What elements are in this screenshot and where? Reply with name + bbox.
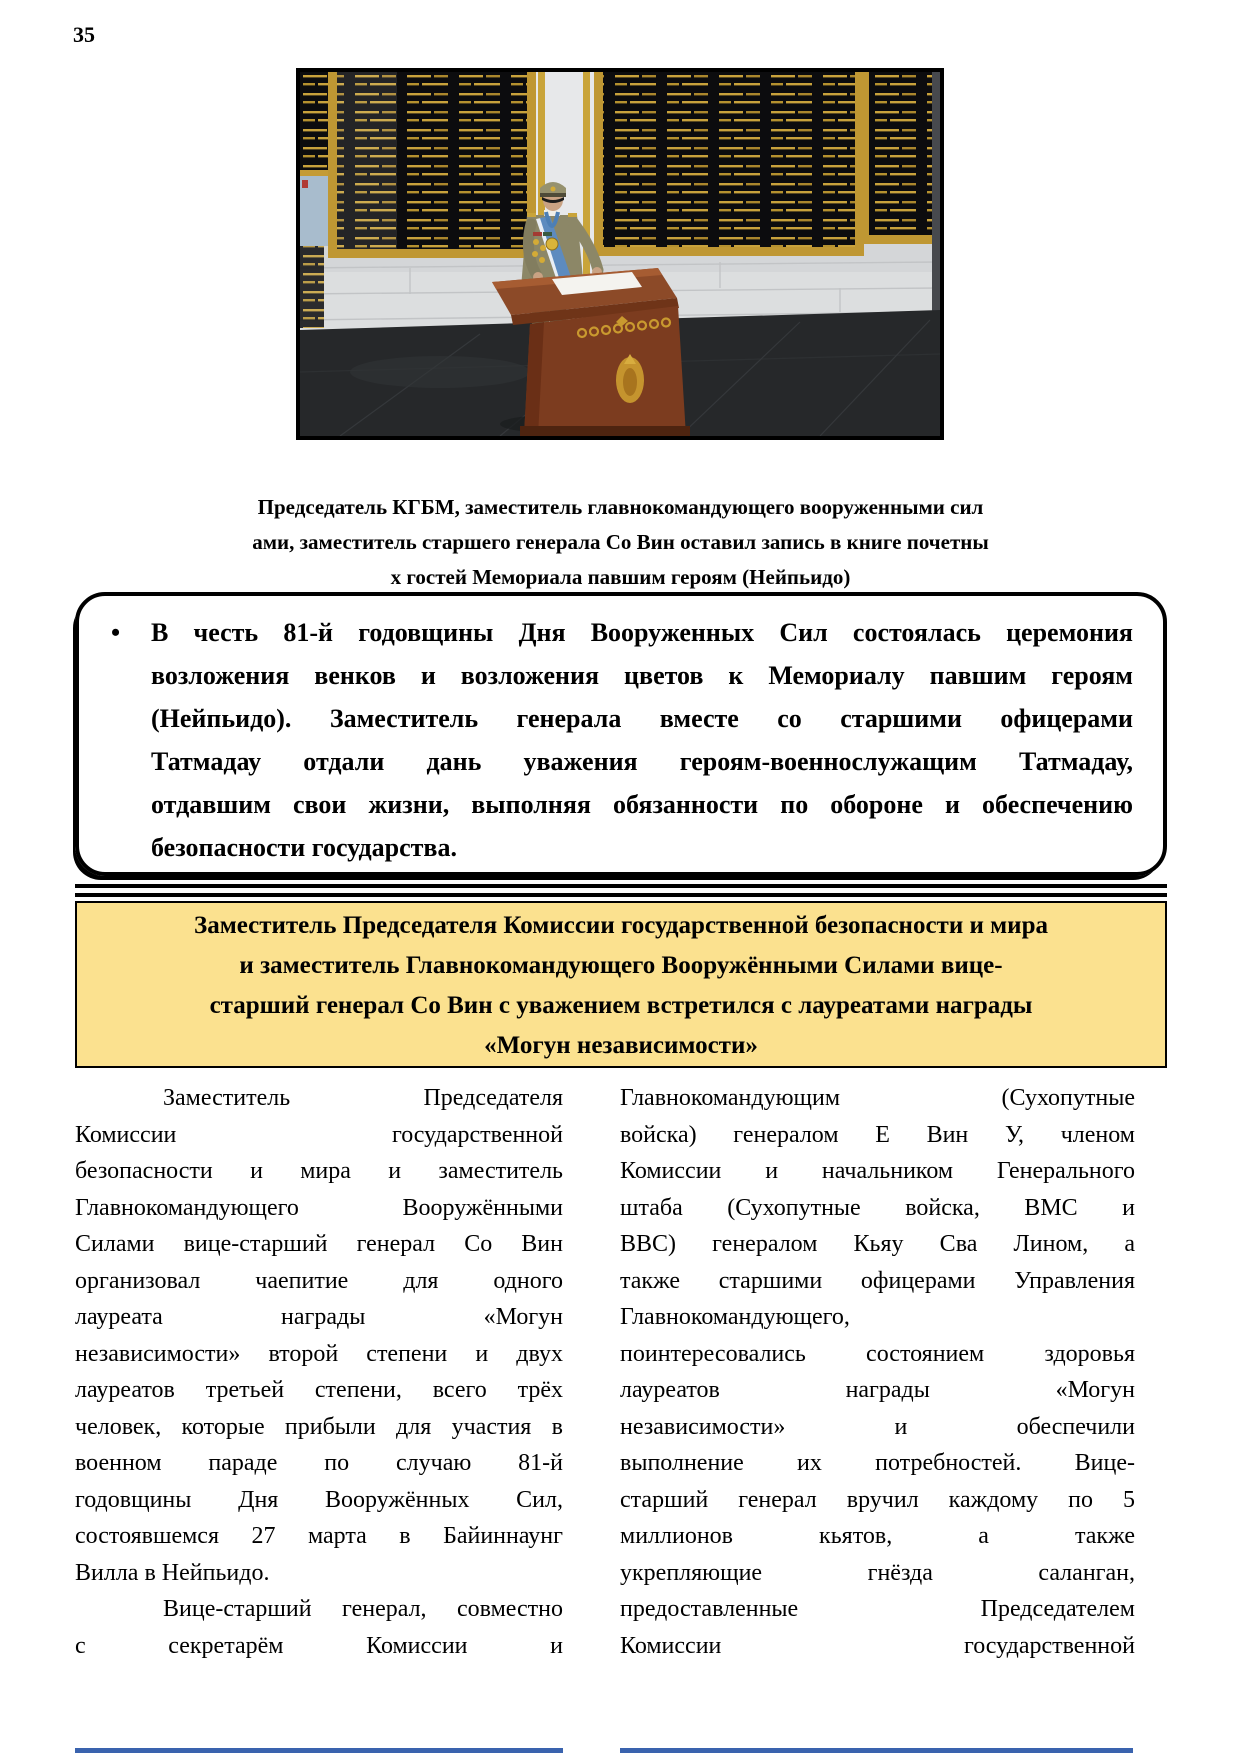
paragraph-2: Вице-старший генерал, совместно с секретарём Комиссии и (75, 1596, 563, 1659)
paragraph-1-last-line: Вилла в Нейпьидо. (75, 1559, 270, 1586)
summary-text-last-line: безопасности государства. (151, 833, 457, 862)
photo-caption: Председатель КГБМ, заместитель главнокомандующего вооруженными сил ами, заместитель старшего генерала Со Вин оставил запись в книге почетны х гостей Мемориала павшим героям (Нейпьидо) (252, 495, 989, 589)
body-left-column (75, 1080, 563, 1664)
summary-box (75, 592, 1167, 876)
memorial-photo-illustration (300, 72, 940, 436)
body-right-column (620, 1080, 1135, 1664)
summary-text: В честь 81-й годовщины Дня Вооруженных Сил состоялась церемония возложения венков и возложения цветов к Мемориалу павшим героям (Нейпьидо). Заместитель генерала вместе со старшими офицерами Татмадау отдали дань уважения героям-военнослужащим Татмадау, отдавшим свои жизни, выполняя обязанности по обороне и обеспечению (151, 618, 1133, 819)
page-number: 35 (73, 22, 95, 47)
memorial-photo (296, 68, 944, 440)
article-title-box: Заместитель Председателя Комиссии государственной безопасности и мира и заместитель Главнокомандующего Вооружёнными Силами вице- старший генерал Со Вин с уважением встретился с лауреатами награды «Могун независимости» (75, 901, 1167, 1068)
paragraph-2-continued: Главнокомандующим (Сухопутные войска) генералом Е Вин У, членом Комиссии и начальником Генерального штаба (Сухопутные войска, ВМС и ВВС) генералом Кьяу Сва Лином, а также старшими офицерами Управления Главнокомандующего, поинтересовались состоянием здоровья лауреатов награды «Могун независимости» и обеспечили выполнение их потребностей. Вице- старший генерал вручил каждому по 5 миллионов кьятов, а также укрепляющие гнёзда саланган, предоставленные Председателем Комиссии государственной (620, 1085, 1135, 1659)
paragraph-1: Заместитель Председателя Комиссии государственной безопасности и мира и заместитель Главнокомандующего Вооружёнными Силами вице-старший генерал Со Вин организовал чаепитие для одного лауреата награды «Могун независимости» второй степени и двух лауреатов третьей степени, всего трёх человек, которые прибыли для участия в военном параде по случаю 81-й годовщины Дня Вооружённых Сил, состоявшемся 27 марта в Байиннаунг (75, 1085, 563, 1549)
bullet-marker: • (111, 618, 121, 647)
article-body (75, 1080, 1135, 1664)
left-memorial-panel (328, 72, 536, 258)
bottom-divider-right (620, 1748, 1133, 1753)
bottom-divider-left (75, 1748, 563, 1753)
section-divider (75, 884, 1167, 897)
